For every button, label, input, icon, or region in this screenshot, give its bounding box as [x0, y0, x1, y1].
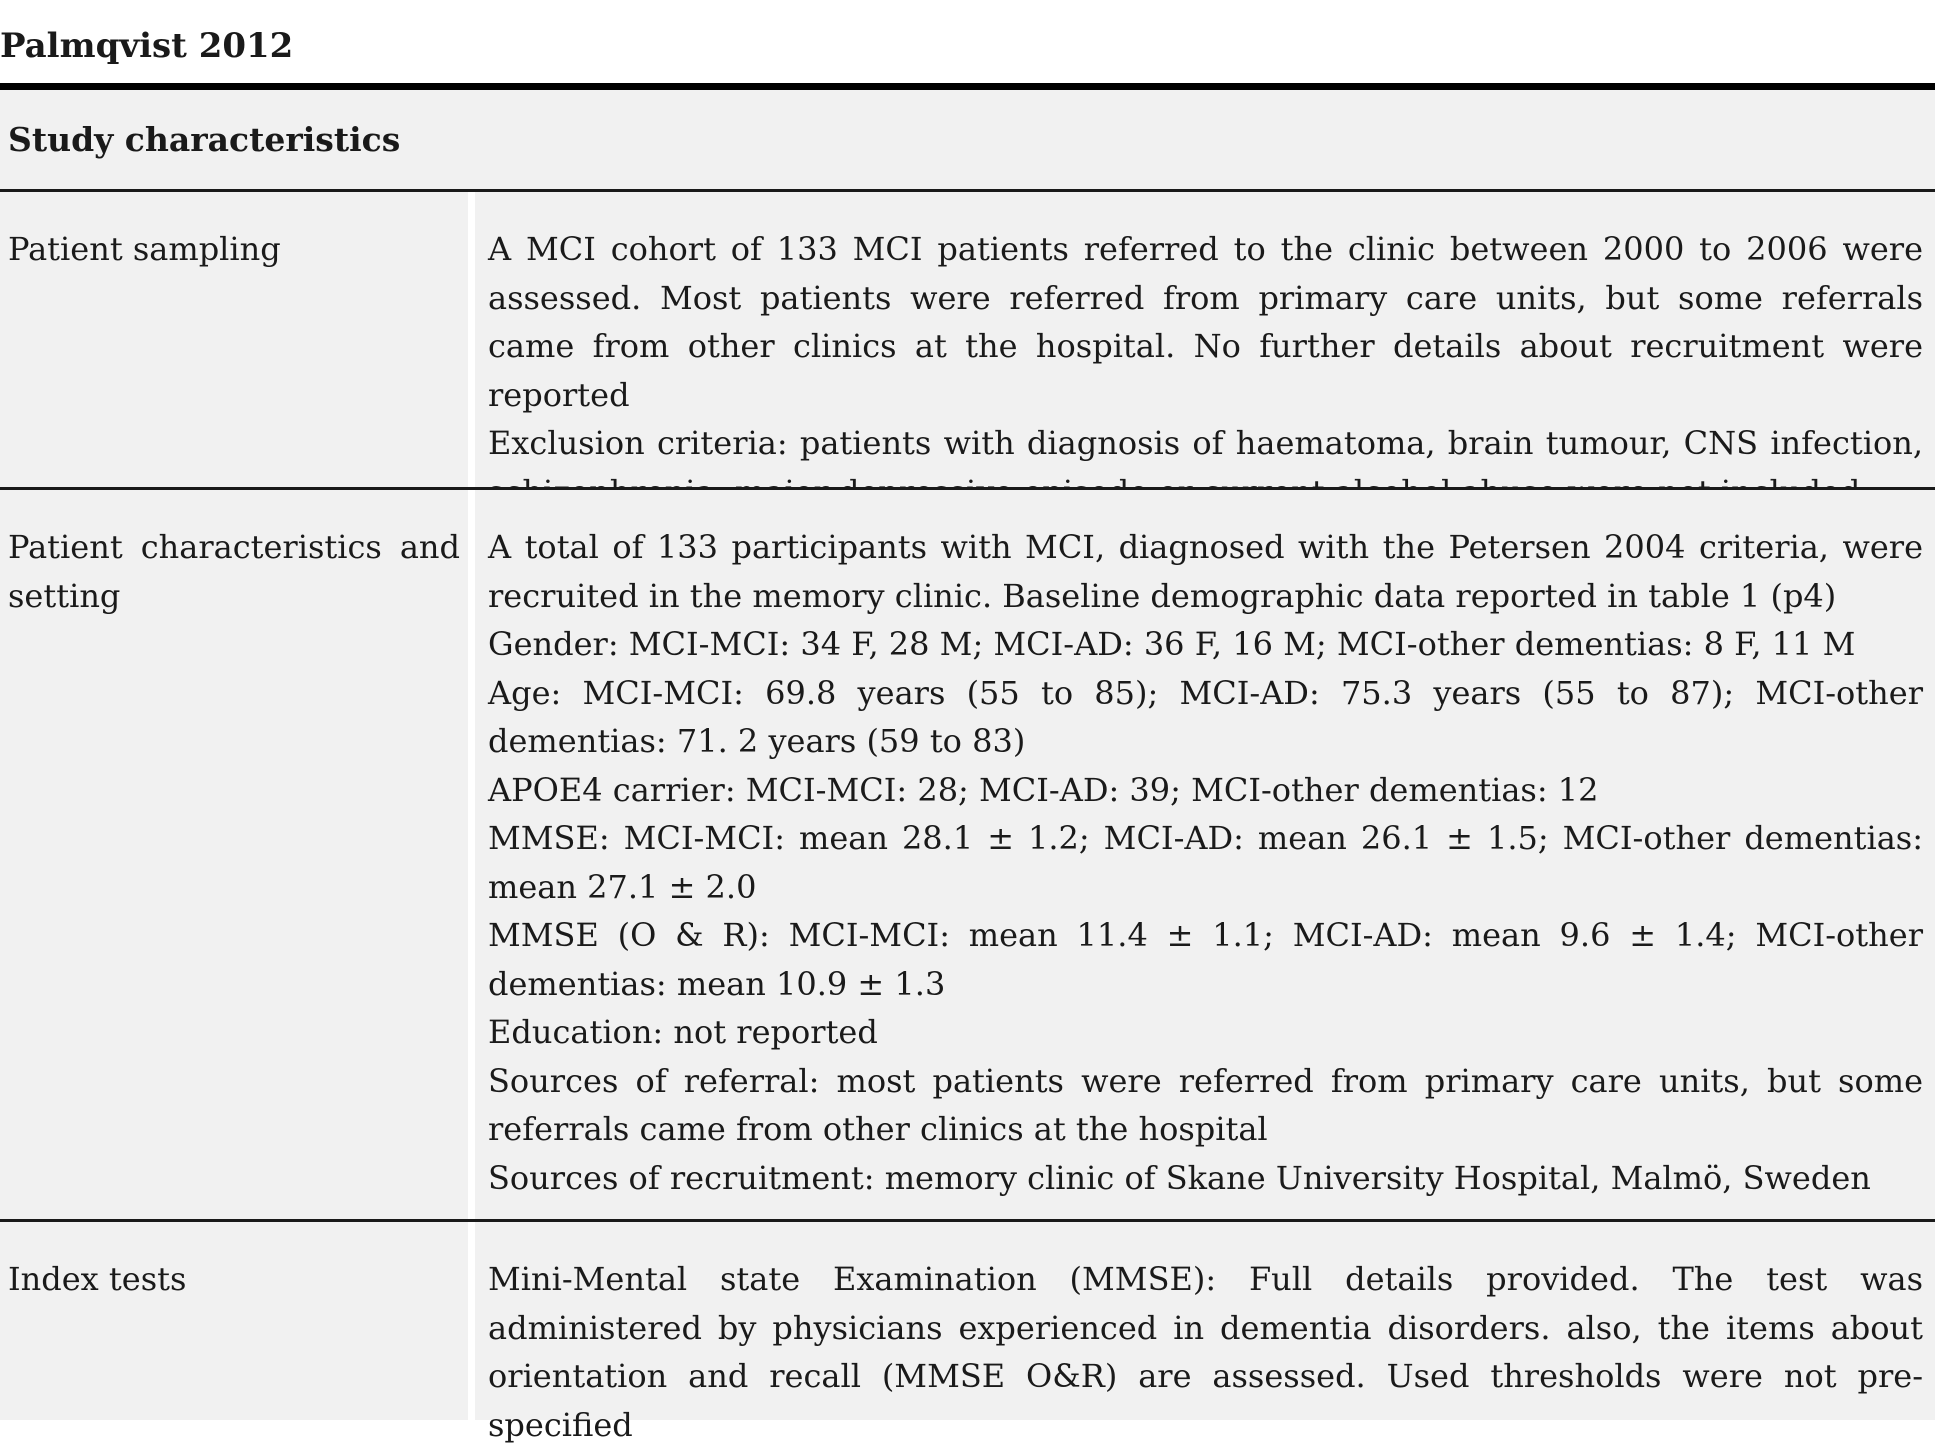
paragraph: APOE4 carrier: MCI-MCI: 28; MCI-AD: 39; MCI-other dementias: 12: [488, 770, 1599, 809]
section-header: Study characteristics: [0, 90, 1935, 192]
paragraph: Mini-Mental state Examination (MMSE): Full details provided. The test was administered by physicians experienced in dementia disorders. also, the items about orientation and recall (MMSE O&R) are assessed. Used thresholds were not pre-specified: [488, 1260, 1923, 1444]
study-characteristics-table: [0, 83, 1935, 1444]
row-content: [475, 490, 1935, 1219]
paragraph: Sources of recruitment: memory clinic of Skane University Hospital, Malmö, Sweden: [488, 1158, 1871, 1197]
table-row-patient-sampling: [0, 192, 1935, 490]
paragraph: Education: not reported: [488, 1013, 878, 1051]
paragraph: A MCI cohort of 133 MCI patients referred to the clinic between 2000 to 2006 were assessed. Most patients were referred from primary care units, but some referrals came from other clinics at the hospital. No further details about recruitment were reported: [488, 230, 1923, 414]
paragraph: A total of 133 participants with MCI, diagnosed with the Petersen 2004 criteria, were recruited in the memory clinic. Baseline demographic data reported in table 1 (p4): [488, 528, 1923, 615]
row-label: Patient sampling: [0, 192, 475, 487]
paragraph: Gender: MCI-MCI: 34 F, 28 M; MCI-AD: 36 F, 16 M; MCI-other dementias: 8 F, 11 M: [488, 625, 1856, 663]
paragraph: Exclusion criteria: patients with diagnosis of haematoma, brain tumour, CNS infection,: [488, 424, 1923, 462]
top-rule: [0, 83, 1935, 90]
paragraph: MMSE: MCI-MCI: mean 28.1 ± 1.2; MCI-AD: mean 26.1 ± 1.5; MCI-other dementias: mean 27.1 ± 2.0: [488, 819, 1923, 906]
document-title: Palmqvist 2012: [0, 26, 294, 66]
row-label: Index tests: [0, 1222, 475, 1420]
paragraph: MMSE (O & R): MCI-MCI: mean 11.4 ± 1.1; MCI-AD: mean 9.6 ± 1.4; MCI-other dementias: mean 10.9 ± 1.3: [488, 916, 1923, 1003]
row-content: [475, 192, 1935, 487]
paragraph: Sources of referral: most patients were referred from primary care units, but some referrals came from other clinics at the hospital: [488, 1061, 1923, 1148]
row-label: Patient characteristics and setting: [0, 490, 475, 1219]
row-content: [475, 1222, 1935, 1444]
paragraph: Age: MCI-MCI: 69.8 years (55 to 85); MCI-AD: 75.3 years (55 to 87); MCI-other dementias: 71. 2 years (59 to 83): [488, 673, 1923, 760]
table-row-patient-characteristics: [0, 490, 1935, 1222]
table-row-index-tests: [0, 1222, 1935, 1444]
